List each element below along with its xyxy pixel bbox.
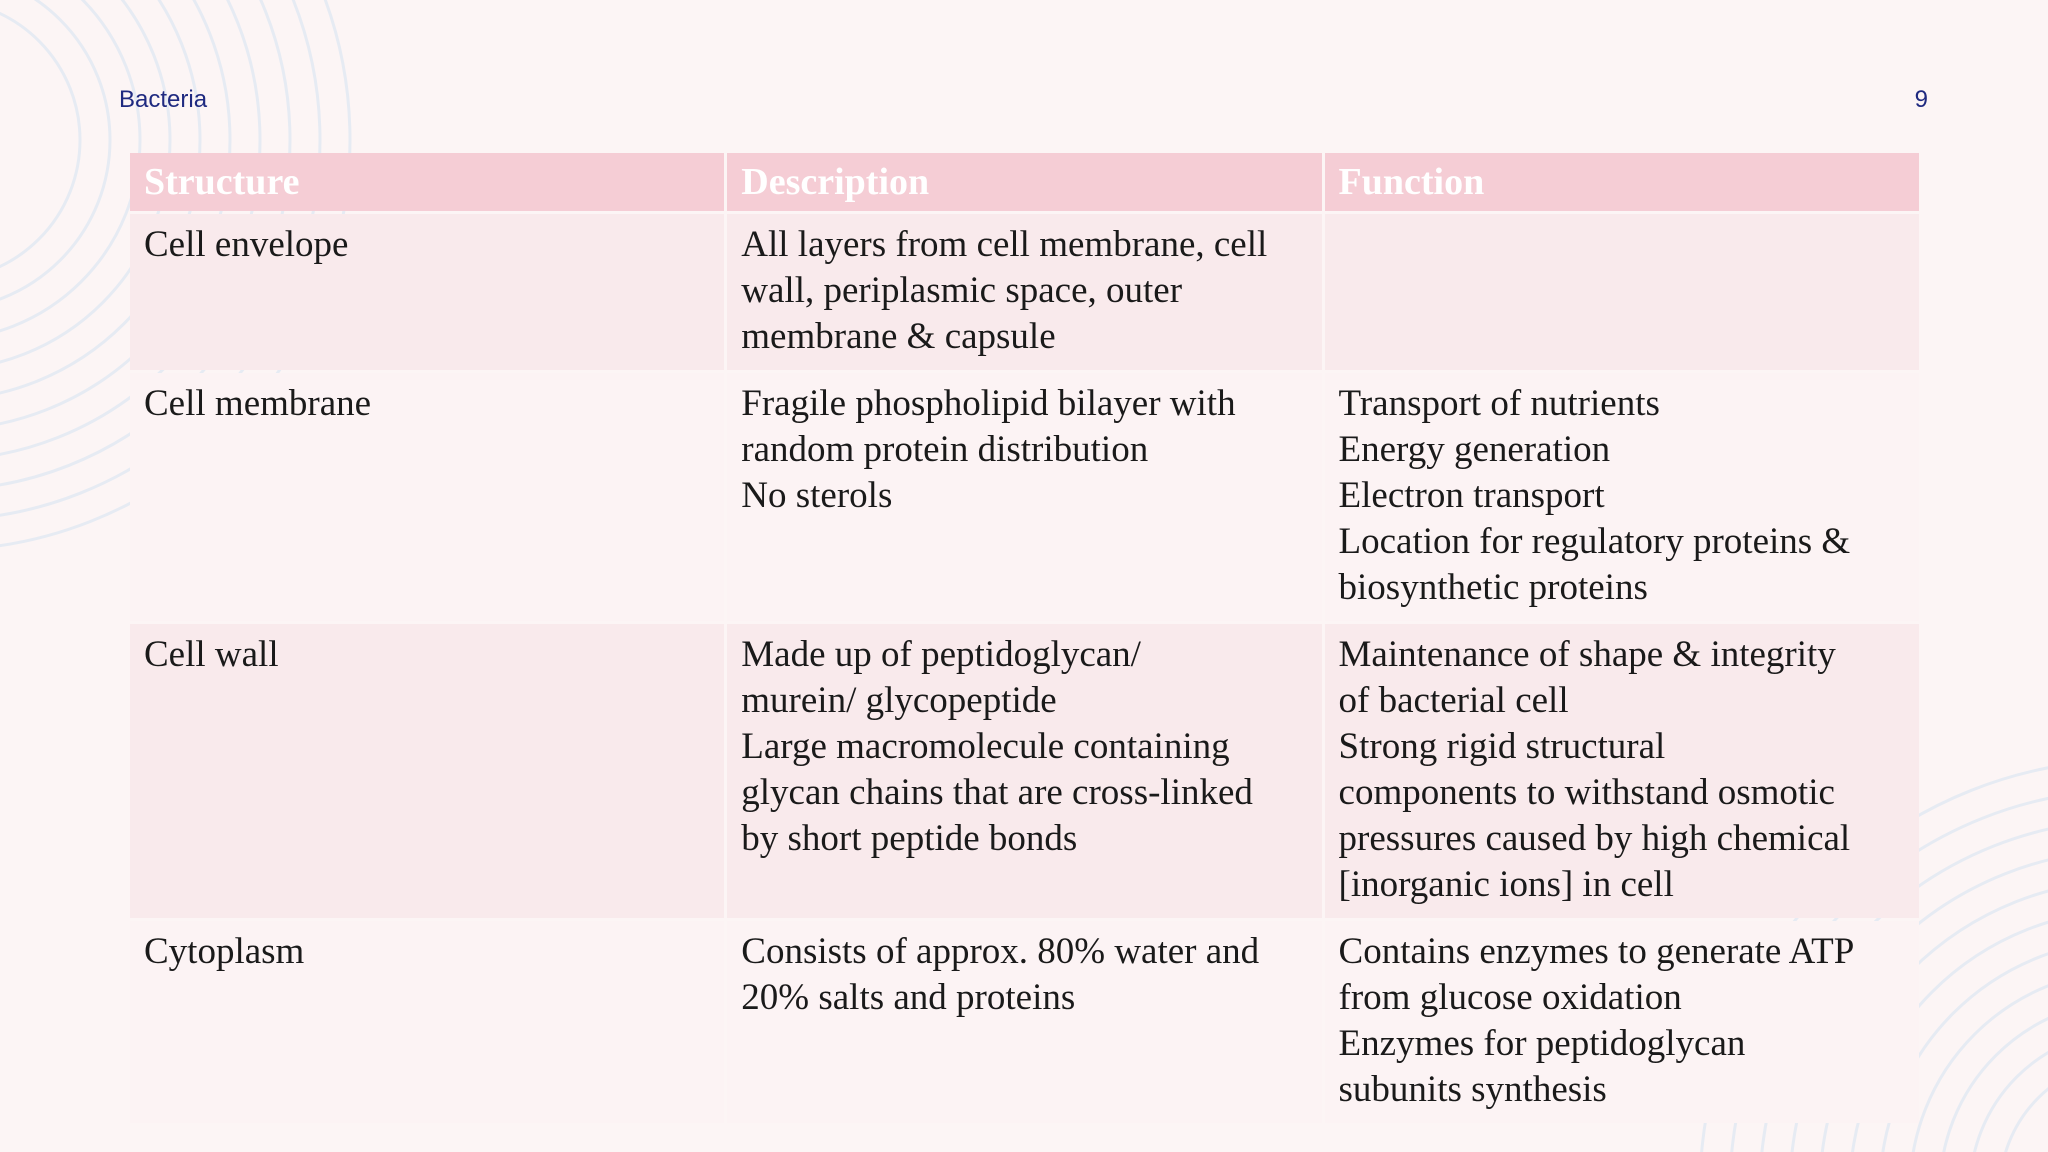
description-line: Fragile phospholipid bilayer with bbox=[741, 383, 1236, 424]
column-header-description: Description bbox=[727, 153, 1321, 211]
structure-cell: Cytoplasm bbox=[130, 921, 724, 1123]
table-row bbox=[130, 214, 1919, 370]
description-line: 20% salts and proteins bbox=[741, 977, 1076, 1018]
description-line: glycan chains that are cross-linked bbox=[741, 772, 1253, 813]
function-cell bbox=[1325, 624, 1919, 918]
function-line: of bacterial cell bbox=[1338, 680, 1569, 721]
description-line: by short peptide bonds bbox=[741, 818, 1078, 859]
function-cell bbox=[1325, 214, 1919, 370]
structure-cell: Cell membrane bbox=[130, 373, 724, 621]
structure-cell: Cell wall bbox=[130, 624, 724, 918]
function-line: Enzymes for peptidoglycan bbox=[1338, 1023, 1746, 1064]
description-line: No sterols bbox=[741, 475, 893, 516]
function-line: components to withstand osmotic bbox=[1338, 772, 1835, 813]
function-line: Energy generation bbox=[1338, 429, 1611, 470]
table-row bbox=[130, 373, 1919, 621]
function-line: Maintenance of shape & integrity bbox=[1338, 634, 1836, 675]
description-line: random protein distribution bbox=[741, 429, 1149, 470]
function-line: pressures caused by high chemical bbox=[1338, 818, 1851, 859]
table-row bbox=[130, 921, 1919, 1123]
description-cell bbox=[727, 214, 1321, 370]
function-line: Contains enzymes to generate ATP bbox=[1338, 931, 1855, 972]
function-line: subunits synthesis bbox=[1338, 1069, 1607, 1110]
page-number: 9 bbox=[1914, 86, 1928, 113]
description-line: Large macromolecule containing bbox=[741, 726, 1230, 767]
function-cell bbox=[1325, 921, 1919, 1123]
function-line: Strong rigid structural bbox=[1338, 726, 1666, 767]
description-line: murein/ glycopeptide bbox=[741, 680, 1057, 721]
function-line: Transport of nutrients bbox=[1338, 383, 1660, 424]
section-title: Bacteria bbox=[119, 86, 208, 113]
description-line: wall, periplasmic space, outer bbox=[741, 270, 1183, 311]
structure-table bbox=[127, 150, 1922, 1126]
function-line: biosynthetic proteins bbox=[1338, 567, 1648, 608]
description-cell bbox=[727, 921, 1321, 1123]
description-line: All layers from cell membrane, cell bbox=[741, 224, 1268, 265]
function-line: Location for regulatory proteins & bbox=[1338, 521, 1851, 562]
description-line: Consists of approx. 80% water and bbox=[741, 931, 1260, 972]
function-cell bbox=[1325, 373, 1919, 621]
table-row bbox=[130, 624, 1919, 918]
column-header-structure: Structure bbox=[130, 153, 724, 211]
description-line: Made up of peptidoglycan/ bbox=[741, 634, 1141, 675]
function-line: from glucose oxidation bbox=[1338, 977, 1682, 1018]
column-header-function: Function bbox=[1325, 153, 1919, 211]
description-cell bbox=[727, 373, 1321, 621]
description-line: membrane & capsule bbox=[741, 316, 1056, 357]
description-cell bbox=[727, 624, 1321, 918]
structure-cell: Cell envelope bbox=[130, 214, 724, 370]
function-line: Electron transport bbox=[1338, 475, 1605, 516]
table-header-row bbox=[130, 153, 1919, 211]
function-line: [inorganic ions] in cell bbox=[1338, 864, 1674, 905]
